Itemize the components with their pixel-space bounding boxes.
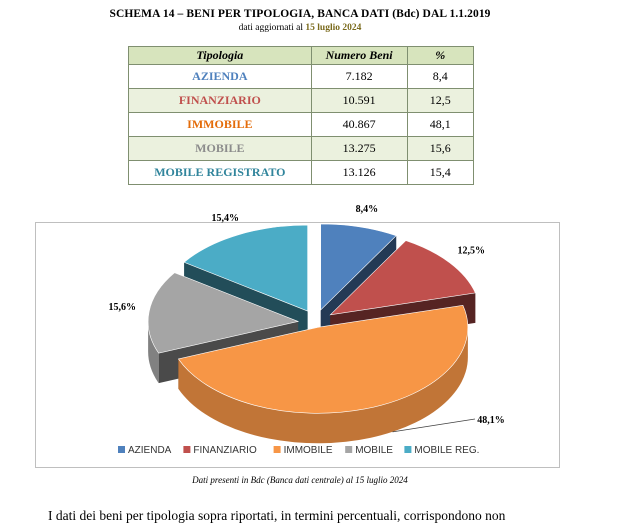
- chart-caption: Dati presenti in Bdc (Banca dati centrale) al 15 luglio 2024: [192, 475, 408, 485]
- tipologia-cell: AZIENDA: [129, 65, 312, 89]
- percent-cell: 8,4: [407, 65, 474, 89]
- page-subtitle: [0, 23, 600, 33]
- table-row: [129, 161, 474, 185]
- subtitle-prefix: dati aggiornati al: [238, 23, 304, 33]
- numero-cell: 13.126: [311, 161, 407, 185]
- percent-cell: 15,6: [407, 137, 474, 161]
- percent-cell: 12,5: [407, 89, 474, 113]
- numero-cell: 10.591: [311, 89, 407, 113]
- data-label: 8,4%: [355, 204, 379, 216]
- page-title: SCHEMA 14 – BENI PER TIPOLOGIA, BANCA DATI (Bdc) DAL 1.1.2019: [109, 8, 491, 20]
- legend-swatch: [118, 446, 125, 453]
- legend-swatch: [404, 446, 411, 453]
- legend-item: [118, 445, 172, 456]
- chart-legend: [118, 445, 479, 456]
- table-row: [129, 137, 474, 161]
- legend-label: MOBILE REG.: [414, 445, 480, 456]
- legend-item: [345, 445, 393, 456]
- subtitle-date: 15 luglio 2024: [305, 23, 362, 33]
- numero-cell: 7.182: [311, 65, 407, 89]
- numero-cell: 40.867: [311, 113, 407, 137]
- tipologia-cell: FINANZIARIO: [129, 89, 312, 113]
- pie-chart: [36, 204, 559, 467]
- header-tipologia: Tipologia: [129, 47, 312, 65]
- table-body: [129, 65, 474, 185]
- legend-swatch: [345, 446, 352, 453]
- table-row: [129, 65, 474, 89]
- tipologia-cell: MOBILE: [129, 137, 312, 161]
- header-numero-beni: Numero Beni: [311, 47, 407, 65]
- table-row: [129, 89, 474, 113]
- body-paragraph: I dati dei beni per tipologia sopra riportati, in termini percentuali, corrispondono non: [48, 508, 506, 523]
- data-label: 12,5%: [457, 245, 485, 257]
- tipologia-cell: MOBILE REGISTRATO: [129, 161, 312, 185]
- table-header-row: [129, 47, 474, 65]
- header-percent: %: [407, 47, 474, 65]
- pie-chart-frame: [35, 204, 560, 468]
- percent-cell: 15,4: [407, 161, 474, 185]
- legend-item: [183, 445, 257, 456]
- data-label: 48,1%: [477, 415, 505, 426]
- legend-label: MOBILE: [355, 445, 393, 456]
- legend-label: FINANZIARIO: [193, 445, 257, 456]
- percent-cell: 48,1: [407, 113, 474, 137]
- legend-item: [274, 445, 333, 456]
- table-row: [129, 113, 474, 137]
- numero-cell: 13.275: [311, 137, 407, 161]
- legend-swatch: [274, 446, 281, 453]
- beni-table: [128, 46, 474, 185]
- legend-item: [404, 445, 479, 456]
- data-label: 15,6%: [108, 302, 136, 314]
- legend-label: AZIENDA: [128, 445, 172, 456]
- tipologia-cell: IMMOBILE: [129, 113, 312, 137]
- data-label: 15,4%: [211, 213, 240, 225]
- legend-label: IMMOBILE: [283, 445, 333, 456]
- legend-swatch: [183, 446, 190, 453]
- pie-slices: [148, 224, 475, 443]
